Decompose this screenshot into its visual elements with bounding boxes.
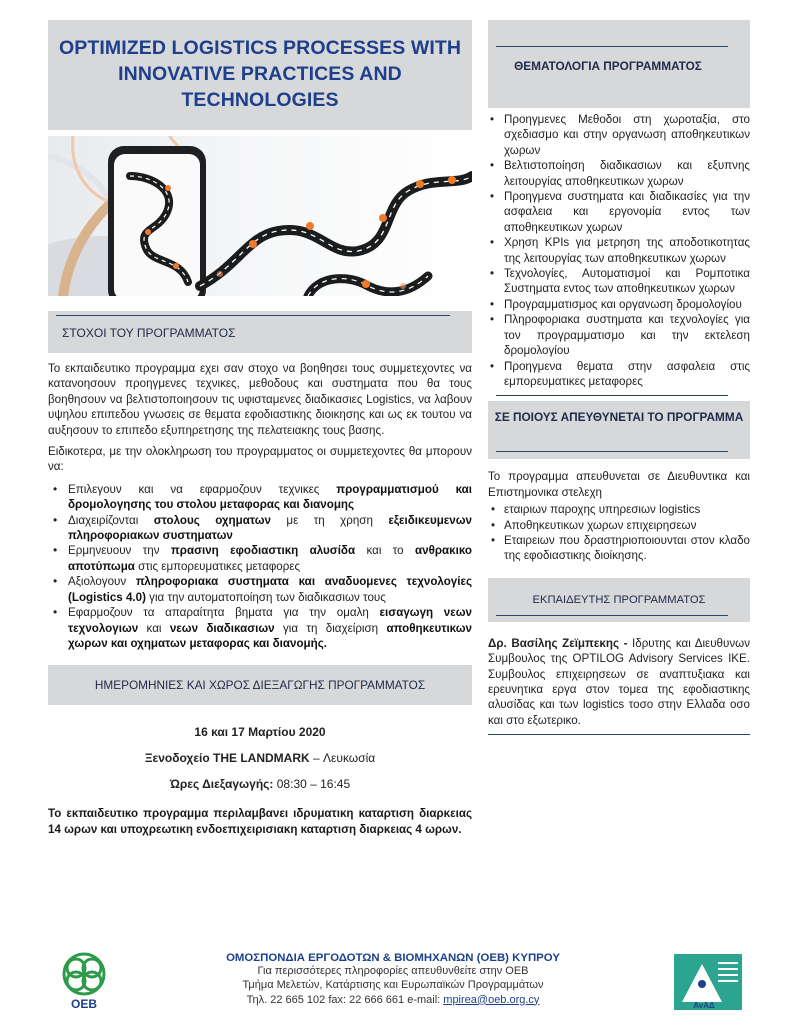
title-banner: [48, 20, 472, 130]
goal-item-text: Ερμηνευουν την: [68, 544, 171, 558]
program-venue: [48, 751, 472, 765]
audience-heading-box: [488, 401, 750, 459]
goal-item-bold: εξειδικευμενων πληροφοριακων συστηματων: [68, 513, 473, 543]
theme-item: • Προγραμματισμος και οργανωση δρομολογίου: [488, 297, 750, 312]
themes-heading-box: [488, 20, 750, 108]
phone-route-illustration: [48, 136, 472, 296]
goal-item-text: Αξιολογουν: [68, 575, 136, 589]
venue-city: – Λευκωσία: [309, 751, 376, 766]
divider: [496, 451, 728, 452]
oeb-logo-text: ΟΕΒ: [70, 997, 98, 1011]
hero-image: [48, 136, 472, 296]
goal-item-bold: αποθηκευτικων χωρων και οχηματων μεταφορας και διανομής.: [68, 621, 472, 650]
footer-org: ΟΜΟΣΠΟΝΔΙΑ ΕΡΓΟΔΟΤΩΝ & ΒΙΟΜΗΧΑΝΩΝ (ΟΕΒ) ΚΥΠΡΟΥ: [226, 952, 560, 964]
divider: [496, 395, 728, 396]
footer-line-3: [158, 993, 628, 1007]
goals-intro: Το εκπαιδευτικο προγραμμα εχει σαν στοχο να βοηθησει τους συμμετεχοντες να κατανοησουν προηγμενες τεχνικες, μεθοδους και συστηματα που θα τους βοηθησουν να βελτιστοποιησουν τις υφισταμενες διαδικασιες Logistics, να λαβουν υψηλου επιπεδου γνωσεις σε θεματα εφοδιαστικης διοικησης και ως εκ τουτου να αυξησουν το επιπεδο εξυπηρετησης της πελατειακης τους βασης.: [48, 362, 472, 437]
dates-heading-box: [48, 665, 472, 705]
audience-item: • Αποθηκευτικων χωρων επιχειρησεων: [488, 518, 750, 533]
theme-item: • Προηγμενα συστηματα και διαδικασίες για την ασφαλεια και εργονομία εντος των αποθηκευτικων χωρων: [488, 189, 750, 235]
audience-heading: ΣΕ ΠΟΙΟΥΣ ΑΠΕΥΘΥΝΕΤΑΙ ΤΟ ΠΡΟΓΡΑΜΜΑ: [494, 410, 744, 425]
audience-item: • Εταιρειων που δραστηριοποιουνται στον κλαδο της εφοδιαστικης διοίκησης.: [488, 533, 750, 564]
theme-item: • Τεχνολογίες, Αυτοματισμοί και Ρομποτικα Συστηματα εντος των αποθηκευτικων χωρων: [488, 266, 750, 297]
theme-item: • Προηγμενες Μεθοδοι στη χωροταξία, στο σχεδιασμο και στην οργανωση αποθηκευτικων χωρων: [488, 112, 750, 158]
hours-label: Ώρες Διεξαγωγής:: [169, 777, 274, 792]
program-date: 16 και 17 Μαρτίου 2020: [194, 725, 326, 740]
goal-item-text: Επιλεγουν και να εφαρμοζουν τεχνικες: [68, 482, 337, 496]
goal-item-text: και: [138, 621, 170, 635]
footer-phone: Τηλ. 22 665 102 fax: 22 666 661 e-mail:: [246, 993, 441, 1006]
goal-item-bold: εισαγωγη νεων τεχνολογιων: [68, 606, 473, 635]
goals-intro-2: Ειδικοτερα, με την ολοκληρωση του προγραμματος οι συμμετεχοντες θα μπορουν να:: [48, 445, 472, 474]
footer-contact: [158, 952, 628, 1007]
themes-heading: ΘΕΜΑΤΟΛΟΓΙΑ ΠΡΟΓΡΑΜΜΑΤΟΣ: [514, 59, 702, 73]
theme-item: • Προηγμενα θεματα στην ασφαλεια στις εμπορευματικες μεταφορες: [488, 359, 750, 390]
goal-item: [48, 543, 472, 574]
goal-item: [48, 513, 472, 544]
goal-item-bold: νεων διαδικασιων: [169, 621, 275, 635]
anad-logo-icon: [674, 954, 742, 1010]
footer-line-2: Τμήμα Μελετών, Κατάρτισης και Ευρωπαϊκών Προγραμμάτων: [242, 979, 544, 992]
theme-item: • Βελτιστοποίηση διαδικασιων και εξυπνης λειτουργίας αποθηκευτικων χωρων: [488, 158, 750, 189]
footer-email-link[interactable]: mpirea@oeb.org.cy: [443, 993, 540, 1006]
trainer-bio: [488, 636, 750, 728]
hours-value: 08:30 – 16:45: [273, 777, 351, 792]
goal-item-text: και το: [355, 544, 415, 558]
oeb-logo: [56, 950, 112, 1012]
divider: [496, 615, 728, 616]
trainer-description: Ιδρυτης και Διευθυνων Συμβουλος της OPTILOG Advisory Services ΙΚΕ. Συμβουλος επιχειρησεων σε αναπτυξιακα και ερευνητικα εργα στον τομεα της εφοδιαστικης αλυσίδας και των logistics τοσο στην Ελλαδα οσο και στο εξωτερικο.: [488, 636, 750, 727]
audience-intro: Το προγραμμα απευθυνεται σε Διευθυντικα και Επιστημονικα στελεχη: [488, 470, 750, 499]
goals-list: [48, 482, 472, 651]
themes-list: [488, 112, 750, 389]
goal-item-text: για τη διαχείριση: [274, 621, 387, 635]
goals-heading: ΣΤΟΧΟΙ ΤΟΥ ΠΡΟΓΡΑΜΜΑΤΟΣ: [62, 326, 236, 340]
goal-item-bold: στολους οχηματων: [153, 513, 271, 527]
anad-logo: [674, 954, 742, 1010]
audience-item: • εταιριων παροχης υπηρεσιων logistics: [488, 502, 750, 517]
trainer-heading-box: [488, 578, 750, 622]
divider: [496, 46, 728, 47]
goal-item-text: στις εμπορευματικες μεταφορες: [134, 559, 301, 573]
goal-item: [48, 482, 472, 513]
oeb-logo-icon: [56, 950, 112, 1012]
goal-item-text: Διαχειρίζονται: [68, 513, 154, 527]
goal-item-text: Εφαρμοζουν τα απαραίτητα βηματα για την ομαλη: [68, 606, 380, 620]
goal-item-text: με τη χρηση: [270, 513, 389, 527]
goal-item-bold: πληροφοριακα συστηματα και αναδυομενες τεχνολογίες (Logistics 4.0): [68, 575, 472, 604]
divider: [488, 734, 750, 735]
footer-line-1: Για περισσότερες πληροφορίες απευθυνθείτε στην ΟΕΒ: [257, 965, 529, 977]
page-title: OPTIMIZED LOGISTICS PROCESSES WITH INNOVATIVE PRACTICES AND TECHNOLOGIES: [58, 37, 462, 111]
theme-item: • Πληροφοριακα συστηματα και τεχνολογίες για τον προγραμματισμο και την εκτελεση δρομολογίου: [488, 312, 750, 358]
trainer-heading: ΕΚΠΑΙΔΕΥΤΗΣ ΠΡΟΓΡΑΜΜΑΤΟΣ: [532, 593, 706, 606]
audience-list: [488, 502, 750, 564]
training-duration: Το εκπαιδευτικο προγραμμα περιλαμβανει ιδρυματικη καταρτιση διαρκειας 14 ωρων και υποχρεωτικη ενδοεπιχειρισιακη καταρτιση διαρκειας 4 ωρων.: [48, 807, 472, 836]
left-column: [48, 20, 472, 837]
goal-item-text: για την αυτοματοποίηση των διαδικασιων τους: [145, 590, 386, 604]
right-column: [488, 20, 750, 735]
divider: [56, 315, 450, 316]
goals-heading-box: [48, 311, 472, 353]
goal-item-bold: πρασινη εφοδιαστικη αλυσίδα: [170, 544, 356, 558]
footer: [48, 946, 750, 1016]
trainer-name: Δρ. Βασίλης Ζεϊμπεκης -: [488, 636, 628, 650]
goal-item: [48, 605, 472, 651]
theme-item: • Χρηση KPIs για μετρηση της αποδοτικοτητας της λειτουργίας των αποθηκευτικων χωρων: [488, 235, 750, 266]
goal-item-bold: ανθρακικο αποτύπωμα: [68, 544, 472, 573]
program-hours: [48, 777, 472, 791]
goal-item-bold: προγραμματισμού και δρομολογησης του στολου μεταφορας και διανομης: [68, 482, 472, 512]
anad-logo-text: ΑνΑΔ: [693, 1001, 715, 1010]
goal-item: [48, 574, 472, 605]
dates-heading: ΗΜΕΡΟΜΗΝΙΕΣ ΚΑΙ ΧΩΡΟΣ ΔΙΕΞΑΓΩΓΗΣ ΠΡΟΓΡΑΜΜΑΤΟΣ: [94, 678, 426, 693]
venue-name: Ξενοδοχείο THE LANDMARK: [144, 751, 310, 766]
